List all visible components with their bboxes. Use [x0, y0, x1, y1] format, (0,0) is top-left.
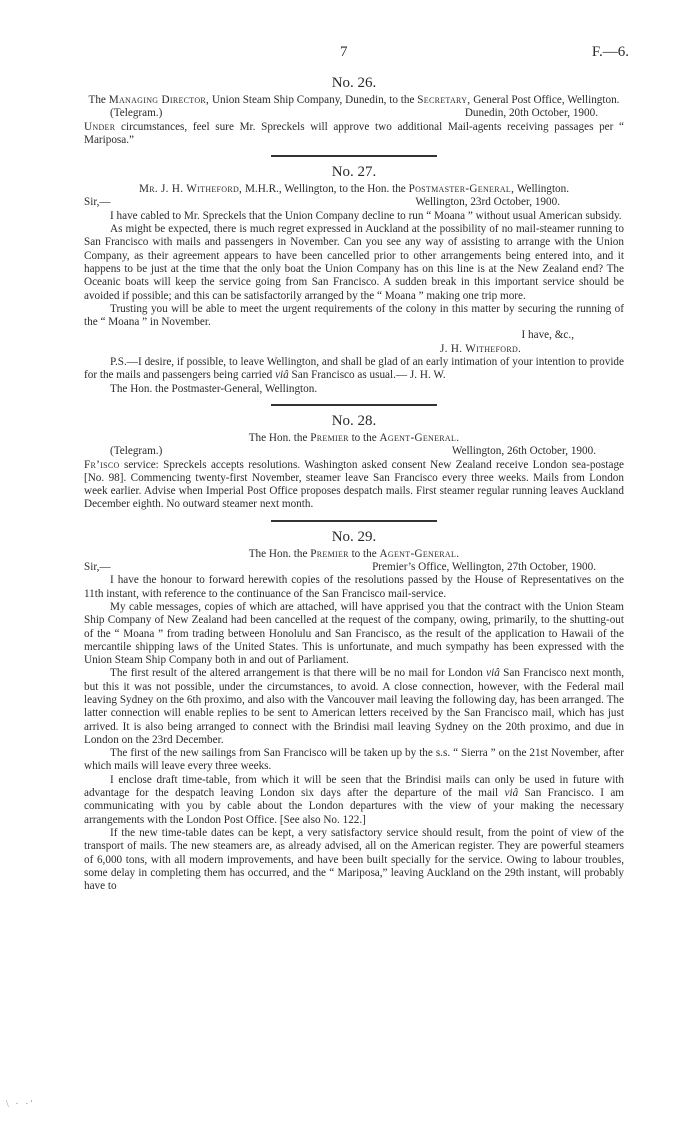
body-text: San Francisco. I am communicating with you by cable about the London departures with the view of your making the necessary arrangements with the London Post Office. [See also No. 122.] [84, 787, 625, 826]
address-text: M.H.R., Wellington, to the Hon. the [244, 183, 406, 196]
section-number: No. 27. [331, 164, 377, 181]
address-title: Premier [310, 431, 349, 444]
via-italic: viâ [275, 369, 289, 382]
body-paragraph [84, 121, 624, 148]
via-italic: viâ [504, 787, 519, 800]
address-line [84, 183, 624, 196]
body-paragraph: My cable messages, copies of which are attached, will have apprised you that the contract with the Union Steam Ship Company of New Zealand had been cancelled at the request of the company, owing, primarily, to the shutting-out of the “ Moana ” from trading between Honolulu and San Francisco, as the result of the application to Hawaii of the mercantile shipping laws of the United States. This is unfortunate, and much sympathy has been expressed with the Union Steam Ship Company both in and out of Parliament. [84, 600, 624, 667]
letter-no-26 [84, 74, 624, 147]
body-paragraph: The first of the new sailings from San Francisco will be taken up by the s.s. “ Sierra ” on the 21st November, after which mails will leave every three weeks. [84, 747, 624, 773]
body-paragraph [84, 774, 624, 827]
section-divider [271, 155, 437, 157]
postscript-text: P.S.—I desire, if possible, to leave Wellington, and shall be glad of an early intimation of your intention to provide for the mails and passengers being carried [84, 356, 624, 382]
page-number: 7 [340, 44, 348, 60]
section-number: No. 28. [331, 412, 377, 429]
body-text: I enclose draft time-table, from which it will be seen that the Brindisi mails can only be used in future with advantage for the despatch leaving London six days after the departure of the mail [84, 773, 624, 800]
body-paragraph: I have the honour to forward herewith copies of the resolutions passed by the House of Representatives on the 11th instant, with reference to the continuance of the San Francisco mail-service. [84, 574, 624, 600]
body-lead: Under [84, 120, 116, 133]
salutation-line [84, 196, 624, 209]
address-text: Union Steam Ship Company, Dunedin, to the [211, 94, 415, 106]
body-paragraph [84, 459, 624, 512]
address-line [84, 548, 624, 561]
body-paragraph: As might be expected, there is much regret expressed in Auckland at the possibility of no mail-steamer running to San Francisco with mails and passengers in November. Can you see any way of assisting to arrange with the Union Company, as their agreement appears to have been cancelled prior to other arrangements being entered into, and it happens to be just at the time that the only boat the Union Company has on this line is at the New Zealand end? The Oceanic boats will keep the service going from San Francisco. A sudden break in this important service should be avoided if possible; and this can be satisfactorily arranged by the “ Moana ” making one trip more. [84, 223, 624, 302]
address-line [84, 432, 624, 445]
address-text: General Post Office, Wellington. [473, 94, 620, 106]
letter-no-28 [84, 412, 624, 512]
address-text: The Hon. the [248, 431, 308, 444]
body-text: service: Spreckels accepts resolutions. Washington asked consent New Zealand receive London sea-postage [No. 98]. Commencing twenty-first November, steamer leave San Francisco every three weeks. Mails from London week earlier. Advise when Imperial Post Office proposes despatch mails. First steamer regular running leaves Auckland December eighth. No outward steamer next month. [84, 458, 624, 511]
address-text: The [88, 94, 106, 106]
address-title: Mr. J. H. Witheford, [138, 183, 243, 196]
telegram-line [84, 107, 624, 120]
postscript [84, 356, 624, 383]
salutation: Sir,— [84, 561, 111, 574]
body-paragraph [84, 667, 624, 747]
page-header [84, 44, 629, 72]
address-title: Postmaster-General, [408, 183, 515, 196]
letter-no-29 [84, 528, 624, 894]
body-text: San Francisco next month, but this it was not possible, under the circumstances, to avoid. A close connection, however, with the Federal mail leaving Sydney on the 6th proximo, and also with the Vancouver mail leaving the following day, has been arranged. The latter connection will enable replies to be sent to American letters received by the San Francisco mail, which has just arrived. It is also being arranged to connect with the Brindisi mail leaving Sydney on the 20th proximo, and due in London on the 23rd December. [84, 667, 625, 746]
dateline: Dunedin, 20th October, 1900. [464, 107, 598, 120]
address-text: Wellington. [516, 183, 570, 196]
section-divider [271, 404, 437, 406]
salutation: Sir,— [84, 196, 111, 209]
address-title: Managing Director, [108, 94, 210, 106]
postscript-text: San Francisco as usual.— J. H. W. [291, 369, 446, 382]
section-number: No. 29. [331, 528, 377, 545]
telegram-label: (Telegram.) [110, 445, 163, 458]
addressee: The Hon. the Postmaster-General, Wellington. [110, 382, 318, 395]
address-title: Agent-General. [379, 431, 460, 444]
body-paragraph: Trusting you will be able to meet the urgent requirements of the colony in this matter by securing the running of the “ Moana ” in November. [84, 302, 624, 329]
address-text: to the [351, 431, 377, 444]
letter-no-27 [84, 163, 624, 396]
via-italic: viâ [486, 667, 500, 680]
address-text: to the [351, 547, 377, 560]
document-page [84, 44, 629, 893]
telegram-line [84, 445, 624, 458]
body-lead: Fr’isco [84, 458, 120, 471]
closing: I have, &c., [521, 329, 574, 342]
salutation-line [84, 561, 624, 574]
address-text: The Hon. the [248, 547, 308, 560]
dateline: Wellington, 26th October, 1900. [451, 445, 596, 458]
address-title: Agent-General. [379, 547, 460, 560]
address-line [84, 94, 624, 107]
dateline: Wellington, 23rd October, 1900. [415, 196, 560, 209]
dateline: Premier’s Office, Wellington, 27th October, 1900. [372, 561, 596, 574]
body-text: circumstances, feel sure Mr. Spreckels will approve two additional Mail-agents receiving passages per “ Mariposa.” [84, 120, 624, 146]
section-divider [271, 520, 437, 522]
margin-mark: \ · ·' [6, 1099, 35, 1110]
body-paragraph: I have cabled to Mr. Spreckels that the Union Company decline to run “ Moana ” without usual American subsidy. [110, 209, 622, 222]
body-paragraph: If the new time-table dates can be kept, a very satisfactory service should result, from the point of view of the transport of mails. The new steamers are, as already advised, all on the American register. They are powerful steamers of 6,000 tons, with all modern improvements, and have been built specially for the service. Owing to labour troubles, some delay in completing them has occurred, and the “ Mariposa,” leaving Auckland on the 29th instant, will probably have to [84, 826, 624, 893]
address-title: Premier [310, 547, 349, 560]
signature: J. H. Witheford. [440, 342, 522, 355]
section-number: No. 26. [331, 75, 377, 91]
body-text: The first result of the altered arrangement is that there will be no mail for London [110, 667, 483, 680]
document-reference: F.—6. [591, 44, 629, 60]
telegram-label: (Telegram.) [110, 107, 163, 120]
address-title: Secretary, [417, 94, 471, 106]
